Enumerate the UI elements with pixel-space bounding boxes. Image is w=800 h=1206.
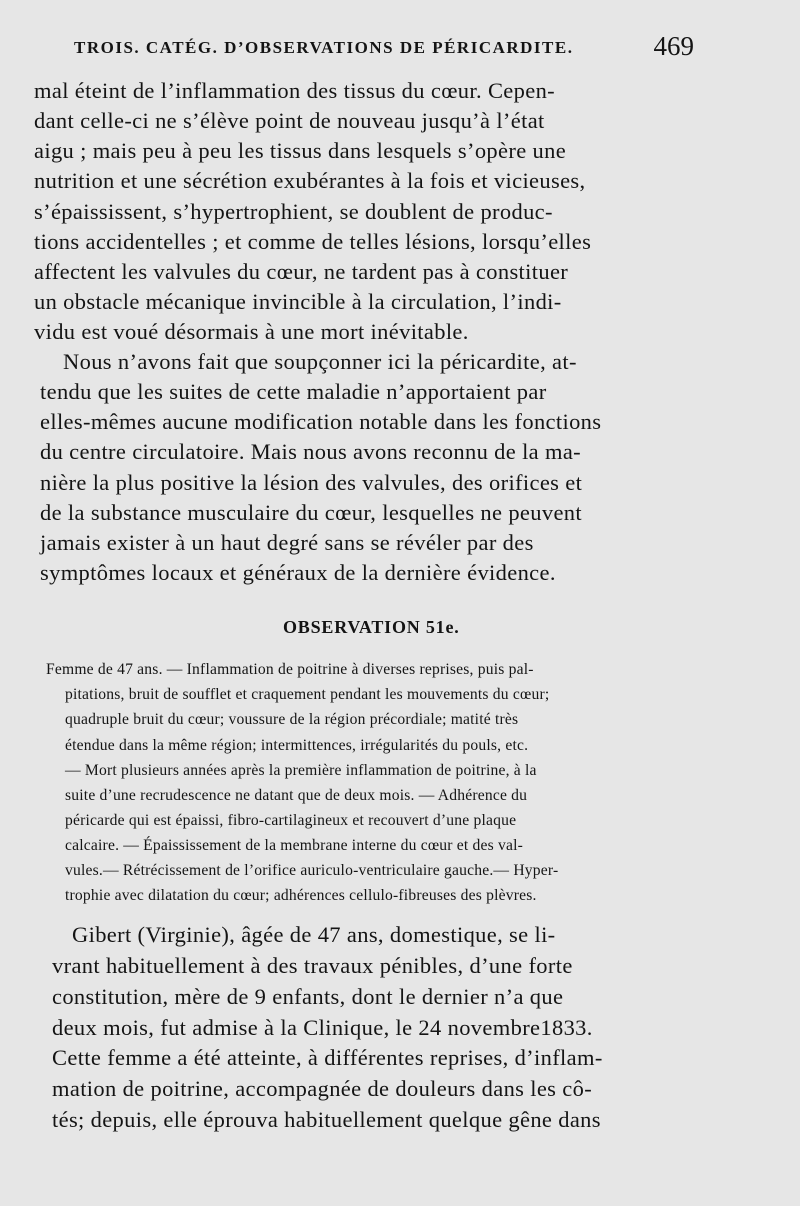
running-head: TROIS. CATÉG. D’OBSERVATIONS DE PÉRICARDITE.	[74, 38, 574, 57]
summary-line: vules.— Rétrécissement de l’orifice auriculo-ventriculaire gauche.— Hyper-	[65, 862, 559, 879]
body-line: dant celle-ci ne s’élève point de nouveau jusqu’à l’état	[34, 108, 545, 133]
summary-line: quadruple bruit du cœur; voussure de la région précordiale; matité très	[65, 711, 519, 728]
body-line: nière la plus positive la lésion des valvules, des orifices et	[40, 470, 583, 495]
case-line: Cette femme a été atteinte, à différentes reprises, d’inflam-	[52, 1045, 603, 1070]
body-line: Nous n’avons fait que soupçonner ici la péricardite, at-	[63, 349, 577, 374]
page-header	[74, 31, 694, 64]
body-line: de la substance musculaire du cœur, lesquelles ne peuvent	[40, 500, 582, 525]
summary-line: étendue dans la même région; intermittences, irrégularités du pouls, etc.	[65, 737, 529, 754]
case-line: vrant habituellement à des travaux pénibles, d’une forte	[52, 953, 573, 978]
body-line: jamais exister à un haut degré sans se révéler par des	[40, 530, 534, 555]
body-line: affectent les valvules du cœur, ne tardent pas à constituer	[34, 259, 569, 284]
body-line: symptômes locaux et généraux de la dernière évidence.	[40, 560, 556, 585]
case-line: tés; depuis, elle éprouva habituellement quelque gêne dans	[52, 1107, 601, 1132]
summary-line: péricarde qui est épaissi, fibro-cartilagineux et recouvert d’une plaque	[65, 812, 517, 829]
body-line: du centre circulatoire. Mais nous avons reconnu de la ma-	[40, 439, 582, 464]
summary-line: Femme de 47 ans. — Inflammation de poitrine à diverses reprises, puis pal-	[46, 661, 534, 678]
body-line: tions accidentelles ; et comme de telles lésions, lorsqu’elles	[34, 229, 592, 254]
body-line: mal éteint de l’inflammation des tissus du cœur. Cepen-	[34, 78, 556, 103]
observation-title: OBSERVATION 51e.	[283, 617, 460, 637]
summary-line: suite d’une recrudescence ne datant que de deux mois. — Adhérence du	[65, 787, 528, 804]
case-line: mation de poitrine, accompagnée de douleurs dans les cô-	[52, 1076, 593, 1101]
body-line: vidu est voué désormais à une mort inévitable.	[34, 319, 469, 344]
summary-line: trophie avec dilatation du cœur; adhérences cellulo-fibreuses des plèvres.	[65, 887, 537, 904]
body-line: s’épaississent, s’hypertrophient, se doublent de produc-	[34, 199, 553, 224]
page-number: 469	[653, 31, 694, 61]
body-line: nutrition et une sécrétion exubérantes à la fois et vicieuses,	[34, 168, 586, 193]
body-line: elles-mêmes aucune modification notable dans les fonctions	[40, 409, 602, 434]
case-line: deux mois, fut admise à la Clinique, le 24 novembre1833.	[52, 1015, 593, 1040]
body-line: un obstacle mécanique invincible à la circulation, l’indi-	[34, 289, 562, 314]
body-line: tendu que les suites de cette maladie n’apportaient par	[40, 379, 547, 404]
summary-line: calcaire. — Épaississement de la membrane interne du cœur et des val-	[65, 837, 524, 854]
summary-line: — Mort plusieurs années après la première inflammation de poitrine, à la	[65, 762, 537, 779]
case-line: Gibert (Virginie), âgée de 47 ans, domestique, se li-	[72, 922, 556, 947]
case-line: constitution, mère de 9 enfants, dont le dernier n’a que	[52, 984, 564, 1009]
body-line: aigu ; mais peu à peu les tissus dans lesquels s’opère une	[34, 138, 567, 163]
summary-line: pitations, bruit de soufflet et craquement pendant les mouvements du cœur;	[65, 686, 550, 703]
